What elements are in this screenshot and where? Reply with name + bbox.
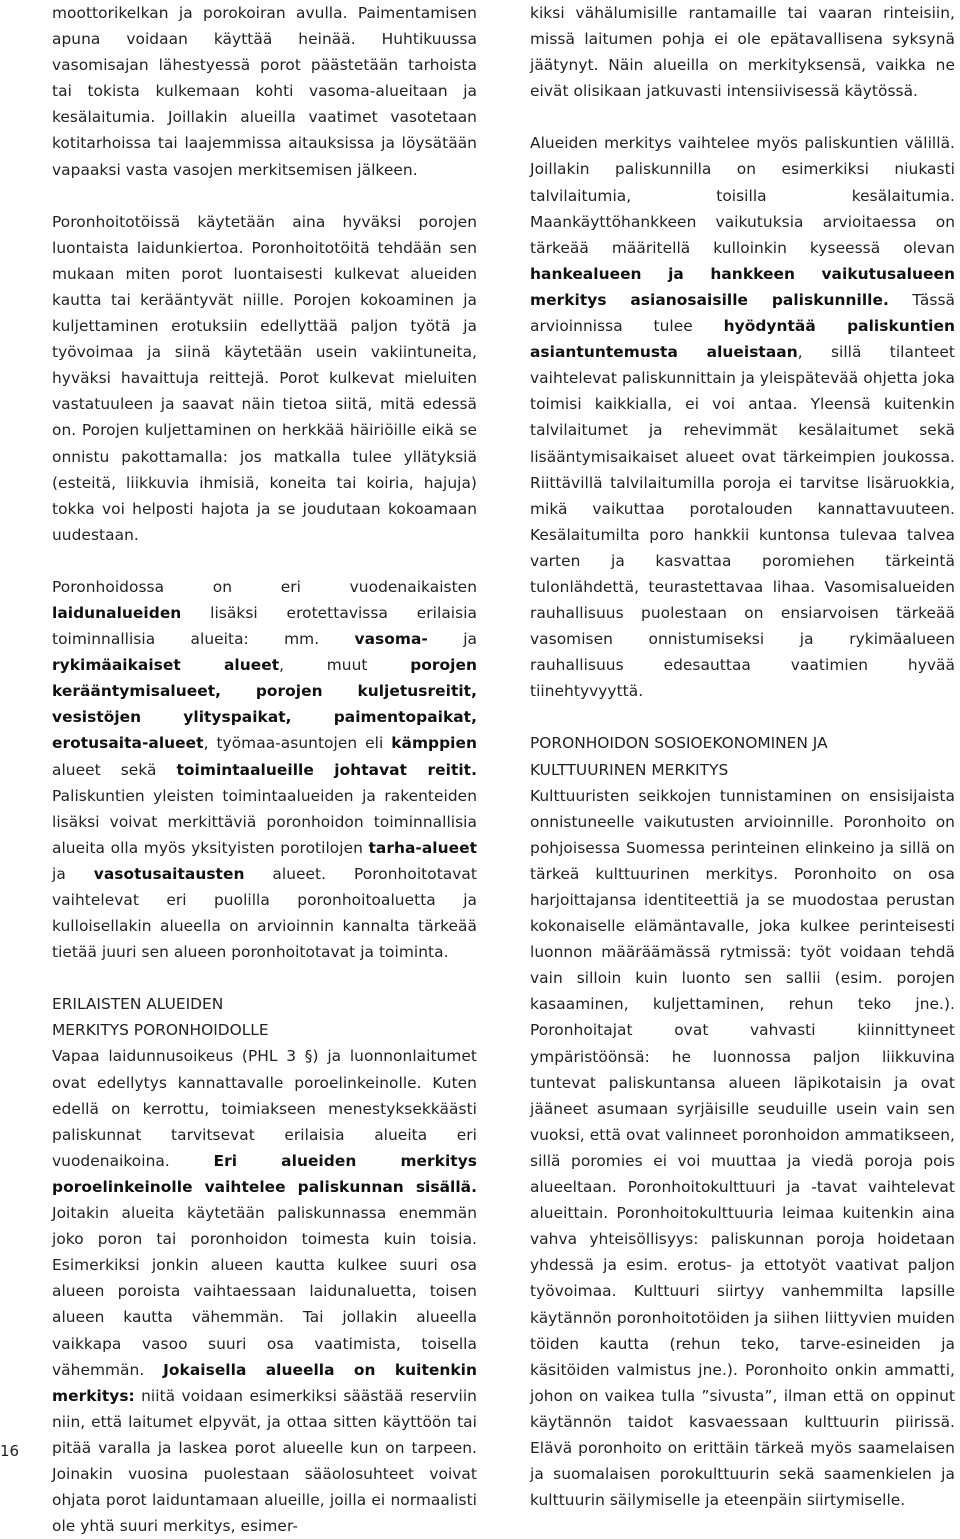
bold-text: toimintaalueille johtavat reitit. [176, 760, 477, 779]
paragraph-natural-grazing [52, 209, 477, 548]
body-text: Vapaa laidunnusoikeus (PHL 3 §) ja luonnonlaitumet ovat edellytys kannattavalle poroelinkeinolle. Kuten edellä on kerrottu, toimiakseen menestyksekkäästi paliskunnat tarvitsevat erilaisia alueita eri vuodenaikoina. [52, 1047, 477, 1170]
bold-text: porojen kerääntymisalueet, porojen kuljetusreitit, vesistöjen ylityspaikat, paimentopaikat, erotusaita-alueet [52, 656, 477, 753]
paragraph-gap [530, 704, 955, 730]
bold-text: vasotusaitausten [93, 864, 245, 883]
paragraph-cultural-importance [530, 783, 955, 1514]
body-text: alueet sekä [52, 760, 177, 779]
body-text: Alueiden merkitys vaihtelee myös paliskuntien välillä. Joillakin paliskunnilla on esimerkiksi niukasti talvilaitumia, toisilla kesälaitumia. Maankäyttöhankkeen vaikutuksia arvioitaessa on tärkeää määritellä kulloinkin kyseessä olevan [530, 134, 955, 257]
bold-text: Jokaisella alueella on kuitenkin merkitys: [52, 1360, 478, 1405]
bold-text: kämppien [391, 734, 477, 753]
right-column [530, 0, 955, 1513]
page-number: 16 [0, 1442, 20, 1460]
section-heading-areas [52, 991, 477, 1043]
bold-text: rykimäaikaiset alueet [52, 656, 280, 675]
body-text: ja [427, 630, 477, 649]
body-text: niitä voidaan esimerkiksi säästää reserviin niin, että laitumet elpyvät, ja ottaa sitten käyttöön tai pitää varalla ja laskea porot alueelle kun on tarpeen. Joinakin vuosina puolestaan sääolosuhteet voivat ohjata porot laiduntamaan alueille, joilla ei normaalisti ole yhtä suuri merkitys, esimer- [52, 1386, 477, 1536]
paragraph-gap [52, 183, 477, 209]
body-text: , työmaa-asuntojen eli [203, 734, 392, 753]
body-text: , muut [279, 656, 411, 675]
body-text: Paliskuntien yleisten toimintaalueiden ja rakenteiden lisäksi voivat merkittäviä poronhoidon toiminnallisia alueita olla myös yksityisten porotilojen [52, 786, 477, 857]
paragraph-gap [52, 965, 477, 991]
heading-line: PORONHOIDON SOSIOEKONOMINEN JA [530, 734, 828, 753]
paragraph-functional-areas [52, 574, 477, 965]
body-text: Poronhoidossa on eri vuodenaikaisten [52, 577, 477, 596]
heading-line: ERILAISTEN ALUEIDEN [52, 995, 224, 1014]
body-text: lisäksi erotettavissa erilaisia toiminnallisia alueita: mm. [52, 603, 477, 649]
paragraph-gap [530, 104, 955, 130]
body-text: Kulttuuristen seikkojen tunnistaminen on ensisijaista onnistuneelle vaikutusten arvioinnille. Poronhoito on pohjoisessa Suomessa perinteinen elinkeino ja sillä on tärkeä kulttuurinen merkitys. Poronhoito on osa harjoittajansa identiteettiä ja se muodostaa perustan kokonaiselle elämäntavalle, joka kulkee perinteisesti luonnon määräämässä rytmissä: työt voidaan tehdä vain silloin kuin luonto sen sallii (esim. porojen kasaaminen, kuljettaminen, rehun teko jne.). Poronhoitajat ovat vahvasti kiinnittyneet ympäristöönsä: he luonnossa paljon liikkuvina tuntevat paliskuntansa alueen läpikotaisin ja ovat jääneet asumaan syrjäisille seuduille usein vain sen vuoksi, että ovat valinneet poronhoidon ammatikseen, sillä poromies ei voi muuttaa ja viedä poroja pois alueeltaan. Poronhoitokulttuuri ja -tavat vaihtelevat alueittain. Poronhoitokulttuuria leimaa kuitenkin aina vahva yhteisöllisyys: paliskunnan poroja hoidetaan yhdessä ja esim. erotus- ja ettotyöt vaativat paljon työvoimaa. Kulttuuri siirtyy vanhemmilta lapsille käytännön poronhoitotöiden ja siihen liittyvien muiden töiden kautta (rehun teko, tarve-esineiden ja käsitöiden valmistus jne.). Poronhoito onkin ammatti, johon on vaikea tulla ”sivusta”, ilman että on oppinut käytännön taidot kasvaessaan kulttuurin piirissä. Elävä poronhoito on erittäin tärkeä myös saamelaisen ja suomalaisen porokulttuurin sekä saamenkielen ja kulttuurin säilymiselle ja eteenpäin siirtymiselle. [530, 786, 955, 1510]
body-text: alueet. Poronhoitotavat vaihtelevat eri puolilla poronhoitoaluetta ja kulloisellakin alueella on arvioinnin kannalta tärkeää tietää juuri sen alueen poronhoitotavat ja toiminta. [52, 864, 477, 962]
body-text: Poronhoitotöissä käytetään aina hyväksi porojen luontaista laidunkiertoa. Poronhoitotöitä tehdään sen mukaan miten porot luontaisesti kulkevat alueiden kautta tai kerääntyvät niille. Porojen kokoaminen ja kuljettaminen erotuksiin edellyttää paljon työtä ja työvoimaa ja siinä käytetään usein vakiintuneita, hyväksi havaittuja reittejä. Porot kulkevat mieluiten vastatuuleen ja saavat näin tietoa siitä, mitä edessä on. Porojen kuljettaminen on herkkää häiriöille eikä se onnistu pakottamalla: jos matkalla tulee yllätyksiä (esteitä, liikkuvia ihmisiä, koneita tai koiria, hajuja) tokka voi helposti hajota ja se joudutaan kokoamaan uudestaan. [52, 212, 477, 544]
bold-text: tarha-alueet [368, 838, 477, 857]
body-text: Tässä arvioinnissa tulee [530, 290, 955, 336]
section-heading-socioeconomic [530, 730, 955, 782]
body-text: Joitakin alueita käytetään paliskunnassa enemmän joko poron tai poronhoidon toimesta kuin toisia. Esimerkiksi jonkin alueen kautta kulkee suuri osa alueen poroista vaihtaessaan laidunaluetta, toisen alueen kautta vähemmän. Tai jollakin alueella vaikkapa vasoo suuri osa vaatimista, toisella vähemmän. [52, 1204, 477, 1379]
heading-line: KULTTUURINEN MERKITYS [530, 760, 729, 779]
body-text: , sillä tilanteet vaihtelevat paliskunnittain ja yleispätevää ohjetta joka toimisi kaikkialla, ei voi antaa. Yleensä kuitenkin talvilaitumet ja rehevimmät kesälaitumet sekä lisääntymisaikaiset alueet ovat tärkeimpien joukossa. Riittävillä talvilaitumilla poroja ei tarvitse lisäruokkia, mikä vaikuttaa porotalouden kannattavuuteen. Kesälaitumilta poro hankkii kuntonsa tulevaa talvea varten ja kasvattaa poromiehen tärkeintä tulonlähdettä, teurastettavaa lihaa. Vasomisalueiden rauhallisuus puolestaan on ensiarvoisen tärkeää vasomisen onnistumiseksi ja rykimäalueen rauhallisuus edesauttaa vaatimien hyvää tiinehtyvyyttä. [530, 343, 955, 701]
body-text: kiksi vähälumisille rantamaille tai vaaran rinteisiin, missä laitumen pohja ei ole epätavallisena syksynä jäätynyt. Näin alueilla on merkityksensä, vaikka ne eivät olisikaan jatkuvasti intensiivisessä käytössä. [530, 4, 955, 101]
body-text: moottorikelkan ja porokoiran avulla. Paimentamisen apuna voidaan käyttää heinää. Huhtikuussa vasomisajan lähestyessä porot päästetään tarhoista tai tokista kulkemaan kohti vasoma-alueitaan ja kesälaitumia. Joillakin alueilla vaatimet vasotetaan kotitarhoissa tai laajemmissa aitauksissa ja löysätään vapaaksi vasta vasojen merkitsemisen jälkeen. [52, 4, 477, 179]
paragraph-continuation [530, 0, 955, 104]
heading-line: MERKITYS PORONHOIDOLLE [52, 1021, 269, 1040]
bold-text: hankealueen ja hankkeen vaikutusalueen merkitys asianosaisille paliskunnille. [530, 264, 955, 309]
bold-text: Eri alueiden merkitys poroelinkeinolle vaihtelee paliskunnan sisällä. [52, 1151, 477, 1196]
paragraph-district-variation [530, 130, 955, 704]
paragraph-herding-methods [52, 0, 477, 183]
bold-text: vasoma- [354, 630, 428, 649]
bold-text: laidunalueiden [52, 603, 182, 622]
bold-text: hyödyntää paliskuntien asiantuntemusta alueistaan [530, 317, 955, 362]
left-column [52, 0, 477, 1539]
paragraph-gap [52, 548, 477, 574]
body-text: ja [52, 864, 94, 883]
